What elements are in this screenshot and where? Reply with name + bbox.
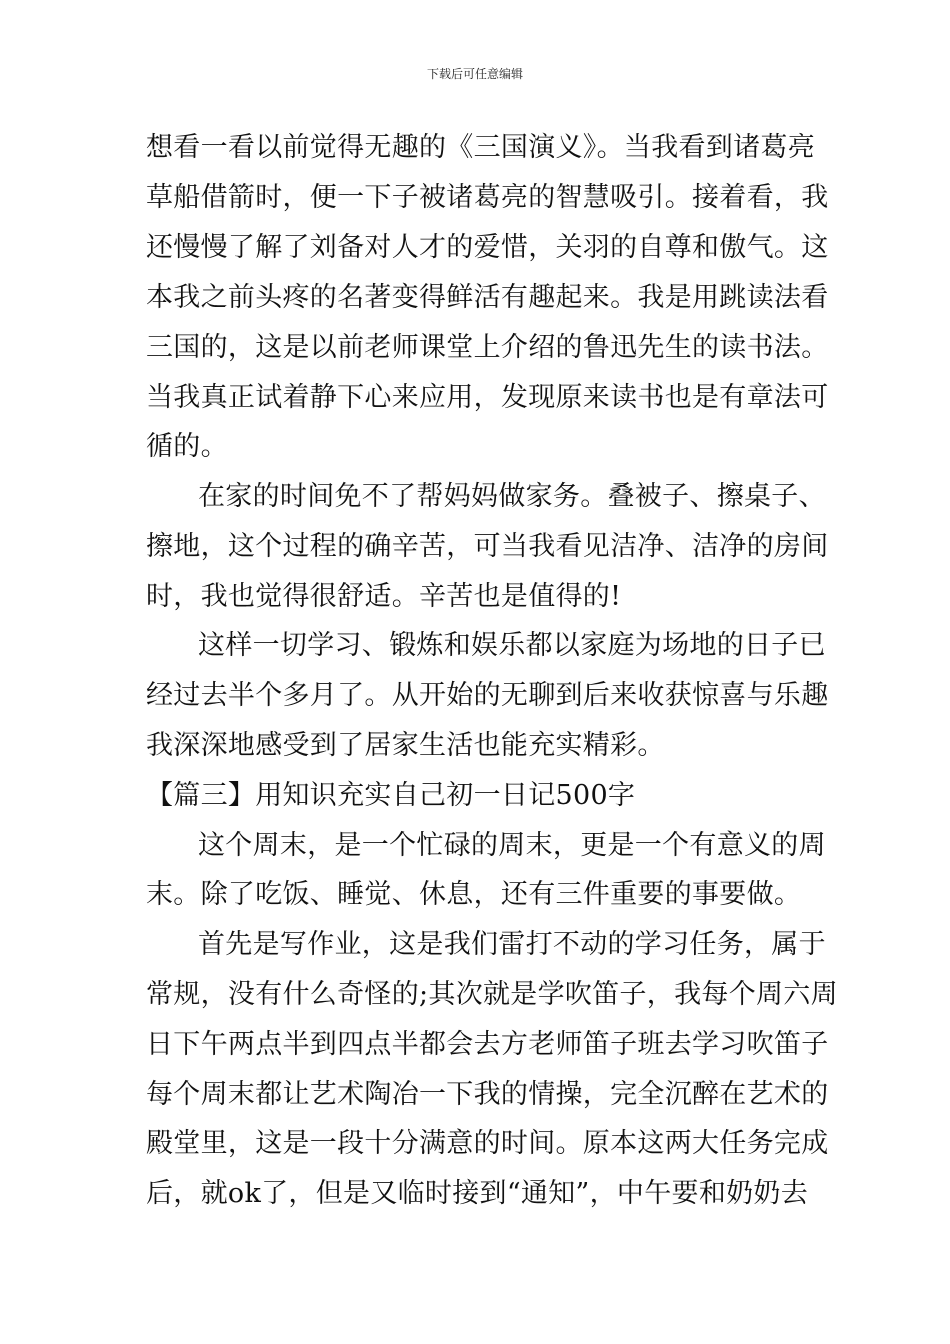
- paragraph-first-line: 这样一切学习、锻炼和娱乐都以家庭为场地的日子已: [198, 630, 826, 661]
- text-line: 每个周末都让艺术陶冶一下我的情操，完全沉醉在艺术的: [146, 1079, 829, 1110]
- text-line: 常规，没有什么奇怪的;其次就是学吹笛子，我每个周六周: [146, 979, 838, 1010]
- page-header-note: 下载后可任意编辑: [426, 67, 523, 81]
- text-line: 当我真正试着静下心来应用，发现原来读书也是有章法可: [146, 382, 829, 413]
- text-line: 日下午两点半到四点半都会去方老师笛子班去学习吹笛子: [146, 1029, 829, 1060]
- text-line: 还慢慢了解了刘备对人才的爱惜，关羽的自尊和傲气。这: [146, 232, 829, 263]
- text-line: 擦地，这个过程的确辛苦，可当我看见洁净、洁净的房间: [146, 531, 829, 562]
- text-line: 三国的，这是以前老师课堂上介绍的鲁迅先生的读书法。: [146, 332, 829, 363]
- paragraph-first-line: 在家的时间免不了帮妈妈做家务。叠被子、擦桌子、: [198, 481, 826, 512]
- text-line: 想看一看以前觉得无趣的《三国演义》。当我看到诸葛亮: [146, 132, 815, 163]
- text-line: 草船借箭时，便一下子被诸葛亮的智慧吸引。接着看，我: [146, 182, 829, 213]
- text-line: 末。除了吃饭、睡觉、休息，还有三件重要的事要做。: [146, 879, 802, 910]
- section-heading: 【篇三】用知识充实自己初一日记500字: [146, 780, 636, 811]
- text-line: 时，我也觉得很舒适。辛苦也是值得的!: [146, 581, 622, 612]
- text-line: 殿堂里，这是一段十分满意的时间。原本这两大任务完成: [146, 1128, 829, 1159]
- paragraph-first-line: 这个周末，是一个忙碌的周末，更是一个有意义的周: [198, 830, 826, 861]
- text-line: 经过去半个多月了。从开始的无聊到后来收获惊喜与乐趣: [146, 680, 829, 711]
- text-line: 本我之前头疼的名著变得鲜活有趣起来。我是用跳读法看: [146, 282, 829, 313]
- text-line: 我深深地感受到了居家生活也能充实精彩。: [146, 730, 665, 761]
- text-line: 后，就ok了，但是又临时接到“通知”，中午要和奶奶去: [146, 1178, 809, 1209]
- paragraph-first-line: 首先是写作业，这是我们雷打不动的学习任务，属于: [198, 929, 826, 960]
- text-line: 循的。: [146, 431, 228, 462]
